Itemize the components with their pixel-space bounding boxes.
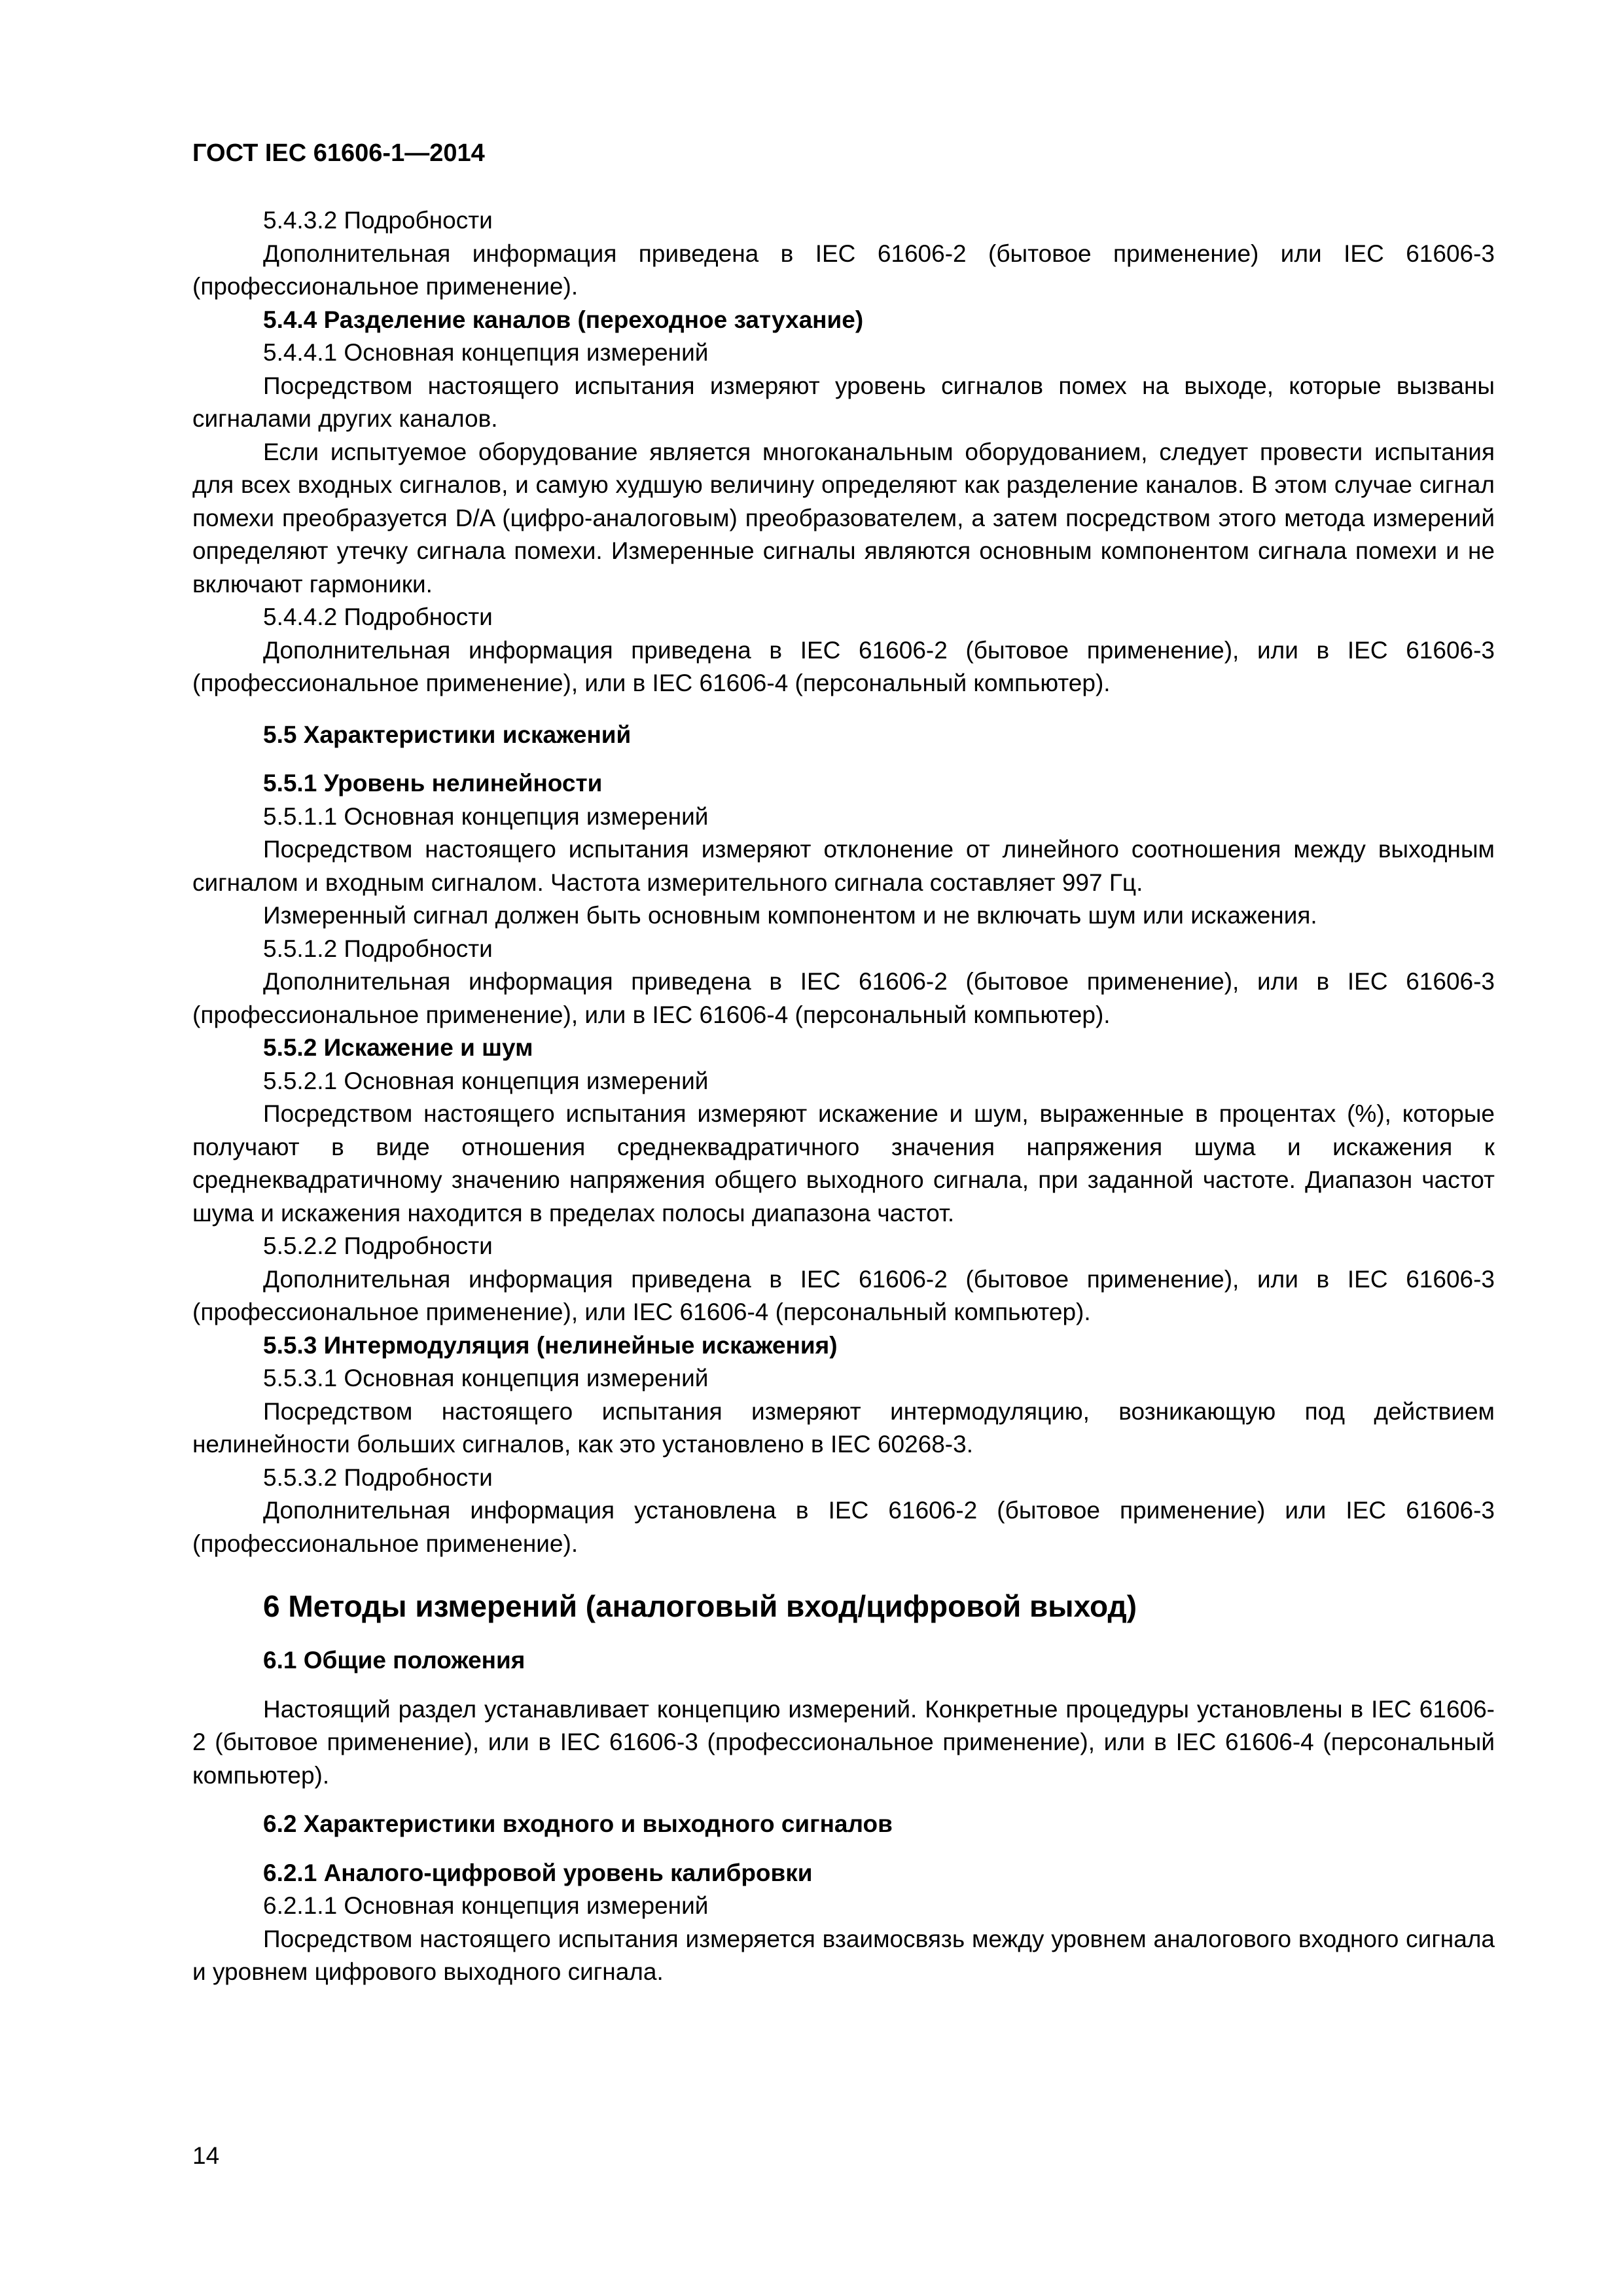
- paragraph: Посредством настоящего испытания измеряется взаимосвязь между уровнем аналогового входного сигнала и уровнем цифрового выходного сигнала.: [192, 1925, 1495, 1985]
- subsection-heading: 5.5.3 Интермодуляция (нелинейные искажения): [263, 1331, 838, 1359]
- paragraph: Посредством настоящего испытания измеряют отклонение от линейного соотношения между выходным сигналом и входным сигналом. Частота измерительного сигнала составляет 997 Гц.: [192, 836, 1495, 896]
- paragraph: Дополнительная информация установлена в IEC 61606-2 (бытовое применение) или IEC 61606-3 (профессиональное применение).: [192, 1497, 1495, 1557]
- paragraph: Посредством настоящего испытания измеряют уровень сигналов помех на выходе, которые вызваны сигналами других каналов.: [192, 372, 1495, 432]
- paragraph: Дополнительная информация приведена в IEC 61606-2 (бытовое применение) или IEC 61606-3 (профессиональное применение).: [192, 240, 1495, 300]
- paragraph: 5.5.2.1 Основная концепция измерений: [263, 1067, 709, 1094]
- subsection-heading: 5.5.2 Искажение и шум: [263, 1034, 533, 1061]
- paragraph: 5.5.3.2 Подробности: [263, 1463, 493, 1491]
- document-page: [192, 137, 1495, 1989]
- document-body: [192, 204, 1495, 1989]
- document-header: ГОСТ IEC 61606-1—2014: [192, 139, 485, 167]
- subsection-heading: 5.4.4 Разделение каналов (переходное затухание): [263, 306, 864, 333]
- paragraph: Посредством настоящего испытания измеряют интермодуляцию, возникающую под действием нелинейности больших сигналов, как это установлено в IEC 60268-3.: [192, 1397, 1495, 1458]
- page-number: 14: [192, 2142, 220, 2169]
- paragraph: Посредством настоящего испытания измеряют искажение и шум, выраженные в процентах (%), которые получают в виде отношения среднеквадратичного значения напряжения шума и искажения к среднеквадратичному значению напряжения общего выходного сигнала, при заданной частоте. Диапазон частот шума и искажения находится в пределах полосы диапазона частот.: [192, 1100, 1495, 1227]
- subsection-heading: 6.2.1 Аналого-цифровой уровень калибровки: [263, 1859, 813, 1886]
- paragraph: 5.5.3.1 Основная концепция измерений: [263, 1365, 709, 1391]
- paragraph: 5.5.1.1 Основная концепция измерений: [263, 802, 709, 830]
- paragraph: 6.2.1.1 Основная концепция измерений: [263, 1892, 709, 1919]
- subsection-heading: 6.1 Общие положения: [263, 1647, 526, 1674]
- paragraph: Измеренный сигнал должен быть основным компонентом и не включать шум или искажения.: [263, 902, 1317, 929]
- paragraph: 5.5.2.2 Подробности: [263, 1232, 493, 1259]
- paragraph: 5.5.1.2 Подробности: [263, 935, 493, 962]
- section-heading: 6 Методы измерений (аналоговый вход/цифровой выход): [263, 1589, 1137, 1623]
- subsection-heading: 5.5 Характеристики искажений: [263, 721, 632, 748]
- paragraph: Настоящий раздел устанавливает концепцию измерений. Конкретные процедуры установлены в IEC 61606-2 (бытовое применение), или в IEC 61606-3 (профессиональное применение), или в IEC 61606-4 (персональный компьютер).: [192, 1695, 1495, 1789]
- subsection-heading: 6.2 Характеристики входного и выходного сигналов: [263, 1810, 893, 1837]
- paragraph: Дополнительная информация приведена в IEC 61606-2 (бытовое применение), или в IEC 61606-3 (профессиональное применение), или в IEC 61606-4 (персональный компьютер).: [192, 968, 1495, 1028]
- paragraph: 5.4.3.2 Подробности: [263, 207, 493, 234]
- paragraph: 5.4.4.2 Подробности: [263, 603, 493, 630]
- subsection-heading: 5.5.1 Уровень нелинейности: [263, 770, 603, 797]
- paragraph: Дополнительная информация приведена в IEC 61606-2 (бытовое применение), или в IEC 61606-3 (профессиональное применение), или в IEC 61606-4 (персональный компьютер).: [192, 636, 1495, 696]
- paragraph: 5.4.4.1 Основная концепция измерений: [263, 339, 709, 366]
- paragraph: Если испытуемое оборудование является многоканальным оборудованием, следует провести испытания для всех входных сигналов, и самую худшую величину определяют как разделение каналов. В этом случае сигнал помехи преобразуется D/A (цифро-аналоговым) преобразователем, а затем посредством этого метода измерений определяют утечку сигнала помехи. Измеренные сигналы являются основным компонентом сигнала помехи и не включают гармоники.: [192, 438, 1495, 598]
- paragraph: Дополнительная информация приведена в IEC 61606-2 (бытовое применение), или в IEC 61606-3 (профессиональное применение), или IEC 61606-4 (персональный компьютер).: [192, 1265, 1495, 1325]
